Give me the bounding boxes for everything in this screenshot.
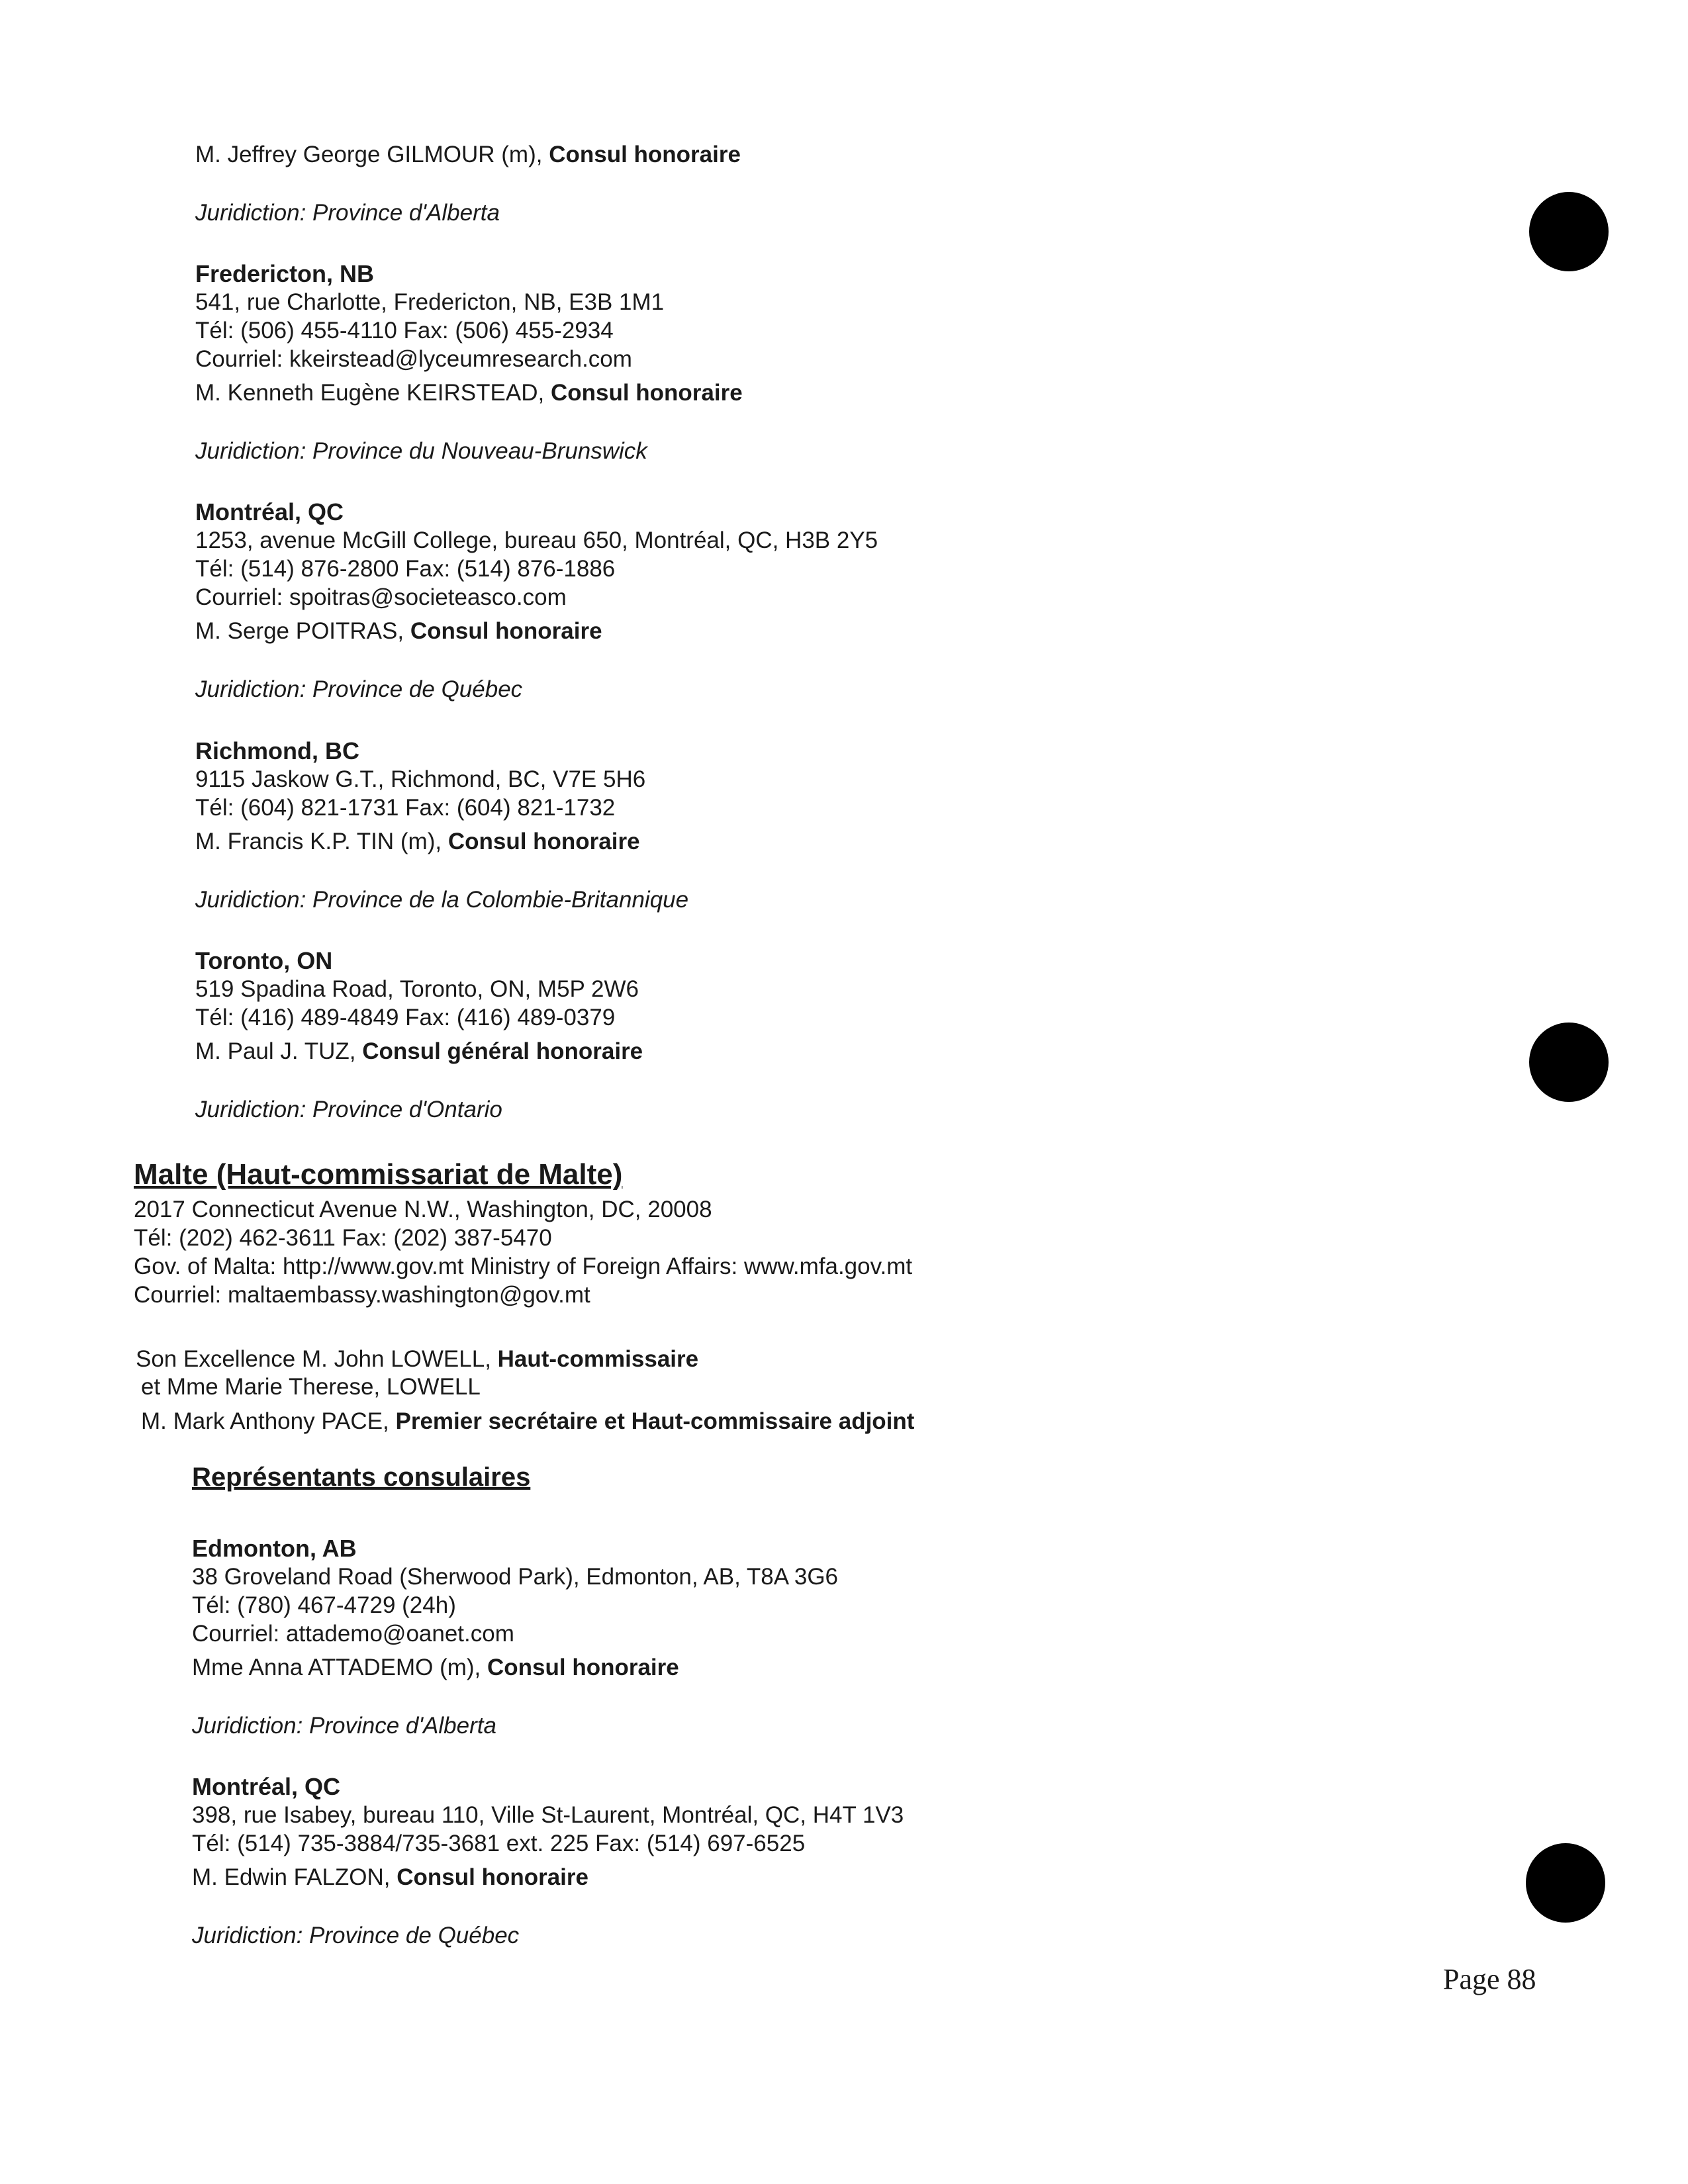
consulate-block	[195, 259, 664, 373]
email: Courriel: maltaembassy.washington@gov.mt	[134, 1282, 590, 1308]
consul-person	[195, 140, 741, 169]
jurisdiction: Juridiction: Province de Québec	[192, 1923, 520, 1948]
phone-fax: Tél: (514) 876-2800 Fax: (514) 876-1886	[195, 556, 616, 582]
consulate-block	[195, 498, 878, 612]
consular-reps-heading: Représentants consulaires	[192, 1463, 531, 1492]
person-title: Consul honoraire	[397, 1864, 588, 1890]
jurisdiction: Juridiction: Province d'Alberta	[195, 200, 500, 226]
jurisdiction: Juridiction: Province de Québec	[195, 676, 523, 702]
email: Courriel: kkeirstead@lyceumresearch.com	[195, 346, 632, 372]
phone-fax: Tél: (202) 462-3611 Fax: (202) 387-5470	[134, 1225, 552, 1251]
person-name: M. Kenneth Eugène KEIRSTEAD,	[195, 380, 551, 406]
phone-fax: Tél: (514) 735-3884/735-3681 ext. 225 Fax: (514) 697-6525	[192, 1831, 806, 1856]
jurisdiction: Juridiction: Province du Nouveau-Brunswick	[195, 438, 647, 464]
person-title: Haut-commissaire	[497, 1346, 699, 1372]
city-heading: Montréal, QC	[195, 498, 344, 525]
consul-person	[192, 1653, 679, 1682]
person-name: M. Serge POITRAS,	[195, 618, 410, 644]
staff-member	[141, 1373, 481, 1401]
consulate-block	[195, 737, 645, 822]
staff-member	[136, 1345, 698, 1373]
consul-person	[195, 1037, 643, 1066]
person-name: et Mme Marie Therese, LOWELL	[141, 1374, 481, 1400]
address: 398, rue Isabey, bureau 110, Ville St-Laurent, Montréal, QC, H4T 1V3	[192, 1802, 904, 1828]
person-title: Consul général honoraire	[362, 1038, 643, 1064]
address: 541, rue Charlotte, Fredericton, NB, E3B 1M1	[195, 289, 665, 315]
person-title: Consul honoraire	[410, 618, 602, 644]
punch-hole-middle	[1529, 1023, 1609, 1102]
address: 2017 Connecticut Avenue N.W., Washington, DC, 20008	[134, 1197, 712, 1222]
person-name: M. Edwin FALZON,	[192, 1864, 397, 1890]
punch-hole-top	[1529, 192, 1609, 271]
person-name: Son Excellence M. John LOWELL,	[136, 1346, 498, 1372]
consul-person	[195, 827, 640, 856]
country-heading: Malte (Haut-commissariat de Malte)	[134, 1158, 623, 1191]
websites: Gov. of Malta: http://www.gov.mt Ministry of Foreign Affairs: www.mfa.gov.mt	[134, 1253, 913, 1279]
person-name: M. Mark Anthony PACE,	[141, 1408, 396, 1434]
consul-person	[195, 617, 602, 645]
mission-contact-block	[134, 1195, 912, 1309]
person-title: Premier secrétaire et Haut-commissaire adjoint	[395, 1408, 915, 1434]
consul-person	[195, 379, 743, 407]
phone-fax: Tél: (780) 467-4729 (24h)	[192, 1592, 456, 1618]
phone-fax: Tél: (604) 821-1731 Fax: (604) 821-1732	[195, 795, 616, 821]
address: 9115 Jaskow G.T., Richmond, BC, V7E 5H6	[195, 766, 646, 792]
page-number: Page 88	[1443, 1963, 1536, 1995]
staff-member	[141, 1407, 914, 1435]
email: Courriel: spoitras@societeasco.com	[195, 584, 567, 610]
city-heading: Edmonton, AB	[192, 1535, 357, 1562]
person-name: M. Paul J. TUZ,	[195, 1038, 363, 1064]
email: Courriel: attademo@oanet.com	[192, 1621, 514, 1647]
jurisdiction: Juridiction: Province d'Ontario	[195, 1097, 502, 1122]
person-title: Consul honoraire	[550, 380, 743, 406]
consulate-block	[192, 1772, 904, 1858]
address: 519 Spadina Road, Toronto, ON, M5P 2W6	[195, 976, 639, 1002]
consulate-block	[192, 1534, 838, 1648]
city-heading: Fredericton, NB	[195, 260, 375, 287]
city-heading: Toronto, ON	[195, 947, 333, 974]
consul-person	[192, 1863, 588, 1891]
address: 1253, avenue McGill College, bureau 650, Montréal, QC, H3B 2Y5	[195, 527, 878, 553]
person-name: M. Francis K.P. TIN (m),	[195, 829, 448, 854]
phone-fax: Tél: (416) 489-4849 Fax: (416) 489-0379	[195, 1005, 616, 1030]
address: 38 Groveland Road (Sherwood Park), Edmonton, AB, T8A 3G6	[192, 1564, 839, 1590]
jurisdiction: Juridiction: Province de la Colombie-Britannique	[195, 887, 689, 913]
phone-fax: Tél: (506) 455-4110 Fax: (506) 455-2934	[195, 318, 614, 343]
person-title: Consul honoraire	[487, 1655, 679, 1680]
punch-hole-bottom	[1526, 1843, 1605, 1923]
consulate-block	[195, 946, 639, 1032]
city-heading: Montréal, QC	[192, 1773, 341, 1800]
person-name: Mme Anna ATTADEMO (m),	[192, 1655, 487, 1680]
person-title: Consul honoraire	[447, 829, 640, 854]
person-name: M. Jeffrey George GILMOUR (m),	[195, 142, 549, 167]
city-heading: Richmond, BC	[195, 737, 359, 764]
person-title: Consul honoraire	[549, 142, 741, 167]
jurisdiction: Juridiction: Province d'Alberta	[192, 1713, 496, 1739]
